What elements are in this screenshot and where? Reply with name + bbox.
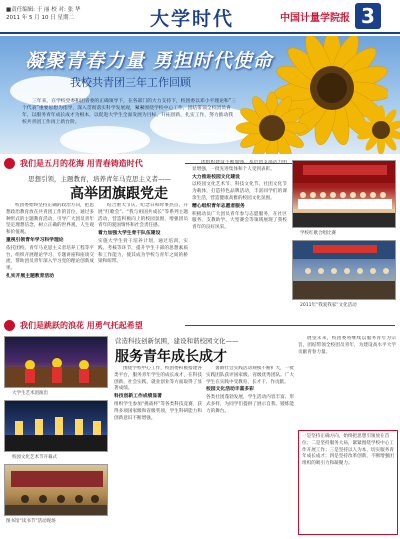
reading-illustration [5, 465, 108, 516]
subheading: 着力加强大学生骨干队伍建设 [98, 231, 161, 237]
article-headline: 高举团旗跟党走 [70, 186, 168, 202]
highlight-box [298, 430, 398, 535]
festival-illustration [5, 401, 108, 452]
paragraph: 积极动员广大团员青年参与志愿服务，在社区服务、支教助学、大型赛会等领域展现了我校青年的良好风采。 [192, 211, 287, 231]
photo-caption: 学校红歌合唱比赛 [300, 231, 336, 236]
subheading: 重视引领青年学习科学理论 [6, 237, 64, 243]
subheading: 扎实开展主题教育活动 [6, 273, 54, 279]
section-label: 我们是跳跃的浪花 用勇气托起希望 [20, 321, 143, 330]
paragraph: 组织学生参加“挑战杯”等各类科技竞赛，获得多项国家级和省级奖项，学生科研能力和创新意识不断增强。 [114, 401, 202, 421]
section-label: 我们是五月的花海 用青春铸造时代 [20, 159, 143, 168]
divider [185, 325, 395, 326]
cloud-shape [60, 126, 150, 154]
subheading: 精心组织青年志愿者服务 [192, 203, 245, 209]
photo-choir [292, 160, 396, 228]
paragraph: 团组织建设不断加强，基层团支部活力明显增强，一批先进集体和个人受到表彰。 [192, 160, 287, 172]
photo-caption: 校园文化艺术节开幕式 [12, 455, 57, 460]
photo-caption: 2011年“我爱我家”文化活动 [300, 303, 357, 308]
article-kicker: 营造科技创新氛围，建设和谐校园文化—— [115, 337, 239, 345]
editor-line: ■责任编辑: 于 丽 校 对: 张 华 [6, 7, 81, 13]
photo-event [292, 240, 396, 300]
subheading: 大力推进校园文化建设 [192, 174, 240, 180]
paragraph: 依托团校、青年马克思主义者培养工程等平台，组织开展理论学习、专题讲座和座谈交流，帮助团员青年深入学习党的理论创新成果。 [6, 245, 94, 272]
page-number: 3 [355, 3, 381, 29]
article-column [6, 203, 94, 321]
sunflower-image [232, 88, 312, 154]
paragraph: 实施大学生骨干培养计划，通过培训、实践、考核等环节，提升学生干部的思想素质和工作能力，使其成为学校与青年之间的桥梁和纽带。 [98, 238, 188, 265]
photo-performance [4, 336, 108, 388]
column-title: 大学时代 [150, 8, 235, 30]
article-column [192, 160, 287, 321]
article-column [98, 203, 188, 321]
event-illustration [293, 241, 396, 300]
newspaper-name: 中国计量学院报 [280, 13, 350, 24]
subheading: 校园文化活动丰富多彩 [206, 387, 254, 393]
paragraph: 暑期社会实践活动规模不断扩大，一批实践团队获评国家级、省级优秀团队。广大学生在实践中受教育、长才干、作贡献。 [206, 366, 294, 385]
hero-subtitle: 我校共青团三年工作回顾 [70, 76, 191, 89]
subheading: 科技创新工作成绩显著 [114, 394, 162, 400]
section-header [0, 318, 400, 333]
hero-intro-text: 三年来，在学校党委和团省委的正确领导下，在各部门的大力支持下，校团委以邓小平理论和“三个代表”重要思想为指导，深入贯彻落实科学发展观，紧紧围绕学校中心工作，团结带领全校团员青年，以服务青年成长成才为根本，以促进大学生全面发展为目标，开拓创新，扎实工作，努力推动我校共青团工作再上新台阶。 [22, 99, 236, 125]
article-column [298, 336, 396, 426]
paragraph: 各类社团蓬勃发展，学生活动内容丰富、形式多样，为同学们提供了展示自我、锻炼能力的舞台。 [206, 395, 294, 414]
photo-festival [4, 400, 108, 452]
paragraph: 结合重大节庆、纪念日和时事热点，开展“红歌会”、“我与祖国共成长”等系列主题活动，营造积极向上的校园氛围，增强团员青年的爱国情怀和社会责任感。 [98, 203, 188, 229]
sunflower-image [355, 102, 400, 154]
paragraph: 展望未来，校团委将继续以服务青年为宗旨，团结带领全校团员青年，为建设高水平大学贡献青春力量。 [298, 336, 396, 355]
paragraph: 校团委始终坚持正确的政治方向，把思想政治教育放在共青团工作的首位，通过多种形式的主题教育活动，引导广大团员青年坚定理想信念，树立正确的世界观、人生观和价值观。 [6, 203, 94, 236]
stage-illustration [5, 337, 108, 388]
paragraph: 围绕学校中心工作，校团委积极搭建各类平台，服务青年学生的成长成才，在科技创新、社会实践、就业创业等方面取得了显著成绩。 [114, 366, 202, 392]
highlight-text: 一是坚持正确方向，始终把思想引领放在首位；二是坚持服务大局，紧紧围绕学校中心工作开展工作；三是坚持以人为本，切实服务青年成长成才；四是坚持改革创新，不断增强团组织的吸引力和凝聚力。 [302, 434, 394, 467]
photo-caption: 大学生艺术团演出 [12, 391, 48, 396]
masthead [0, 0, 400, 34]
article-column [114, 366, 202, 534]
article-kicker: 思想引领，主题教育，培养青年马克思主义者—— [28, 175, 171, 183]
hero-banner [0, 36, 400, 154]
photo-reading [4, 464, 108, 516]
edition-meta [6, 6, 116, 22]
crowd-illustration [293, 161, 396, 228]
date-line: 2011 年 5 月 10 日 星期二 [6, 15, 74, 21]
article-headline: 服务青年成长成才 [115, 349, 227, 365]
photo-caption: 图书馆“读书节”活动现场 [6, 519, 56, 524]
bullet-icon [4, 320, 15, 331]
hero-title: 凝聚青春力量 勇担时代使命 [25, 50, 273, 72]
bullet-icon [4, 158, 15, 169]
paragraph: 以校园文化艺术节、科技文化节、社团文化节为载体，打造特色品牌活动，丰富同学们的课余生活，营造健康高雅的校园文化氛围。 [192, 182, 287, 201]
article-column [206, 366, 294, 534]
